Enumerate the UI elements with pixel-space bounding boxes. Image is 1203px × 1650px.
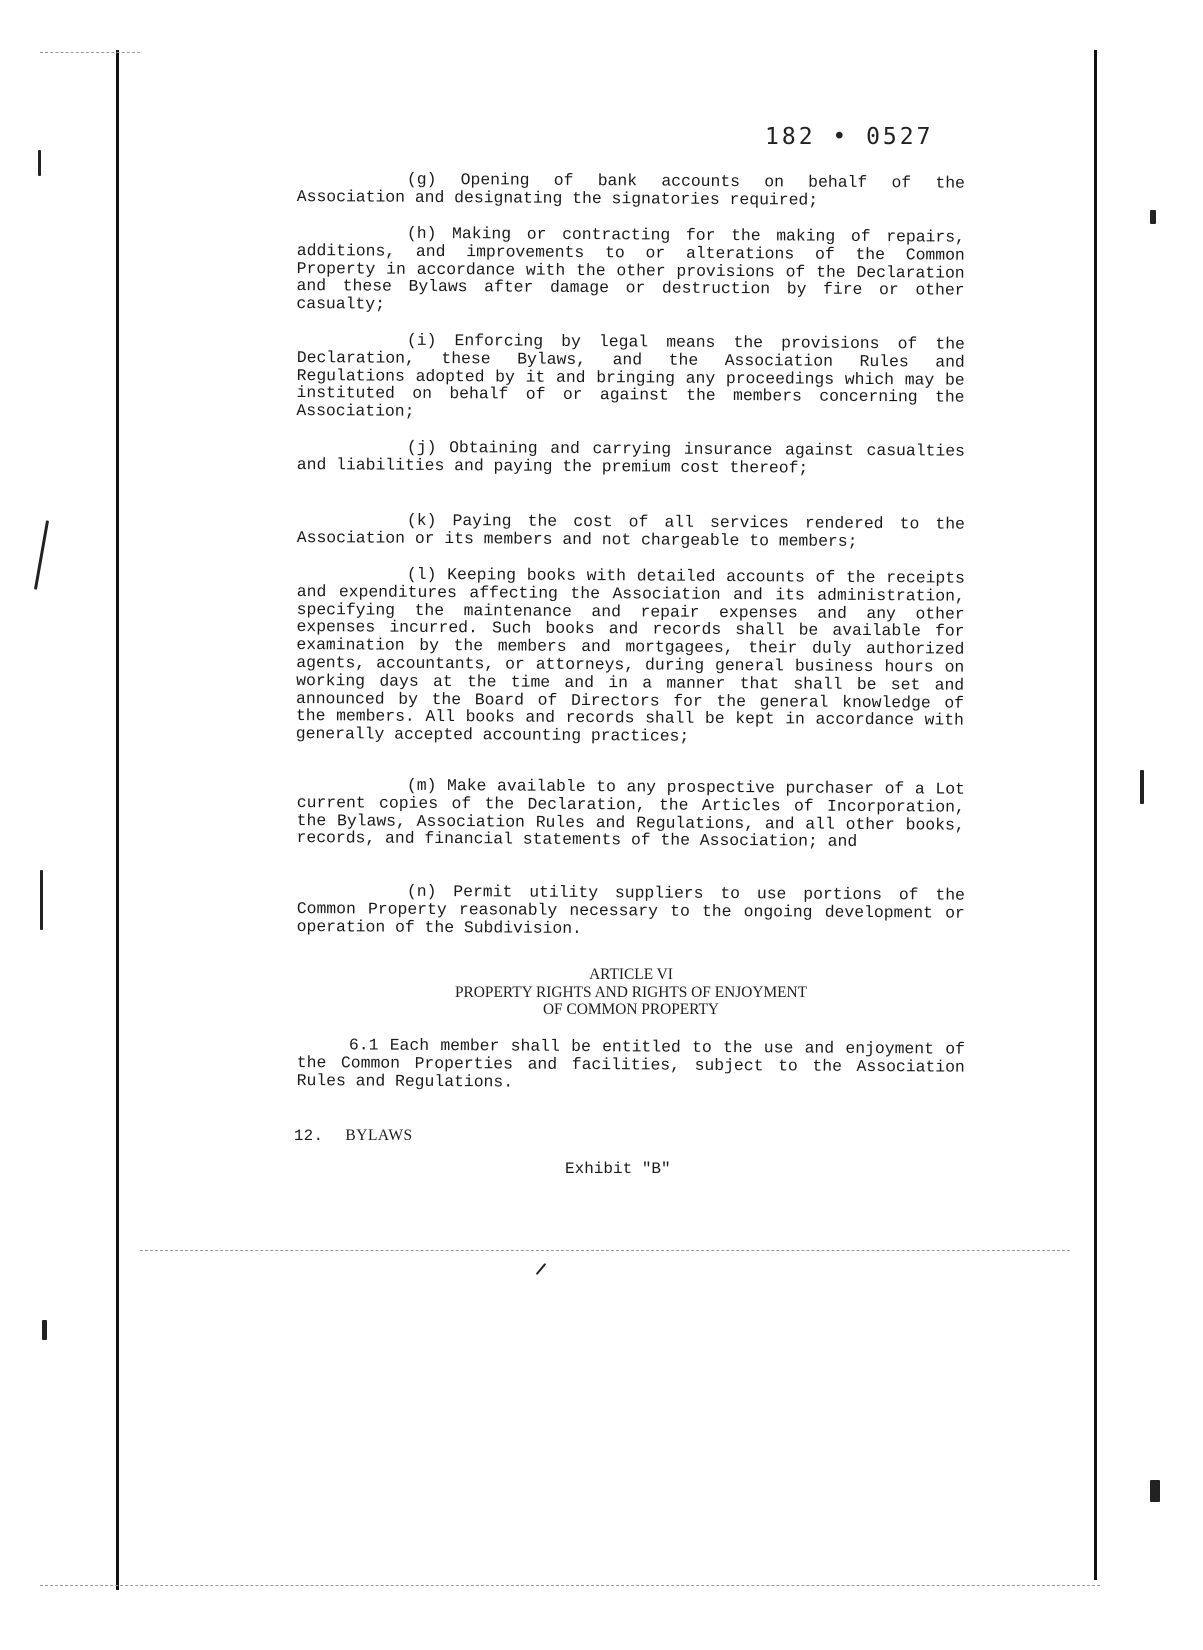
- paragraph-h: [296, 224, 965, 318]
- scan-speck: [40, 870, 43, 930]
- paragraph-m-lead: (m) Make: [406, 775, 487, 796]
- page-number: 182 • 0527: [765, 124, 934, 150]
- paragraph-k-text: the cost of all services rendered to the Association or its members and not chargeable to members;: [296, 511, 965, 551]
- paragraph-m: [297, 776, 965, 852]
- paragraph-i-lead: (i) Enforcing: [406, 330, 544, 351]
- paragraph-h-lead: (h) Making: [406, 223, 512, 244]
- section-6-1-lead: 6.1 Each: [348, 1035, 430, 1055]
- paragraph-n-lead: (n) Permit: [406, 881, 513, 902]
- scan-speck: [1150, 1480, 1160, 1502]
- paragraph-k: [297, 511, 965, 551]
- paragraph-j-lead: (j) Obtaining: [406, 437, 538, 458]
- paragraph-n: [297, 882, 965, 940]
- paragraph-l: [296, 565, 965, 748]
- paragraph-n-text: utility suppliers to use portions of the Common Property reasonably necessary to the ongoing development or operation of the Subdivision.: [296, 882, 965, 938]
- article-title-line-2: OF COMMON PROPERTY: [542, 1001, 720, 1018]
- scan-speck: [34, 520, 49, 589]
- left-border-line: [116, 50, 119, 1590]
- section-6-1: [297, 1036, 965, 1094]
- top-border-line: [40, 52, 140, 53]
- scan-speck: [1150, 210, 1156, 224]
- paragraph-l-text: books with detailed accounts of the receipts and expenditures affecting the Association and its administration, specifying the maintenance and repair expenses and any other expenses incurred. Such books and records shall be available for examination by the members and mortgagees, their duly authorized agents, accountants, or attorneys, during general business hours on working days at the time and in a manner that shall be set and announced by the Board of Directors for the general knowledge of the members. All books and records shall be kept in accordance with generally accepted accounting practices;: [295, 565, 965, 746]
- section-6-1-text: member shall be entitled to the use and enjoyment of the Common Properties and facilities, subject to the Association Rules and Regulations.: [296, 1036, 965, 1092]
- paragraph-g-lead: (g) Opening: [406, 169, 530, 190]
- paragraph-j-text: and carrying insurance against casualties and liabilities and paying the premium cost thereof;: [296, 438, 965, 478]
- scan-speck: [38, 150, 41, 176]
- article-title-line-1: PROPERTY RIGHTS AND RIGHTS OF ENJOYMENT: [454, 983, 808, 1001]
- scan-speck: [42, 1320, 47, 1340]
- paragraph-h-text: or contracting for the making of repairs, additions, and improvements to or alterations of the Common Property in accordance with the other provisions of the Declaration and these Bylaws after damage or destruction by fire or other casualty;: [296, 224, 965, 314]
- scan-speck: [1140, 770, 1144, 804]
- paragraph-g-text: of bank accounts on behalf of the Association and designating the signatories required;: [296, 170, 965, 210]
- article-number: ARTICLE VI: [589, 966, 673, 983]
- right-border-line: [1094, 50, 1097, 1580]
- footer-exhibit: Exhibit "B": [565, 1160, 671, 1178]
- bottom-border-line: [40, 1585, 1100, 1586]
- footer-page-number: 12.: [294, 1127, 324, 1145]
- paragraph-i-text: by legal means the provisions of the Declaration, these Bylaws, and the Association Rules and Regulations adopted by it and bringing any proceedings which may be instituted on behalf of or against the members concerning the Association;: [296, 331, 965, 422]
- scan-speck: [536, 1263, 547, 1275]
- paragraph-k-lead: (k) Paying: [406, 510, 512, 531]
- footer-doc-name: BYLAWS: [345, 1127, 413, 1144]
- footer-page-label: [294, 1127, 413, 1145]
- paragraph-i: [296, 331, 965, 425]
- paragraph-g: [297, 170, 965, 210]
- paragraph-l-lead: (l) Keeping: [406, 564, 517, 585]
- bottom-scan-line: [140, 1250, 1070, 1251]
- article-heading: [297, 966, 965, 1019]
- paragraph-m-text: available to any prospective purchaser of a Lot current copies of the Declaration, the Articles of Incorporation, the Bylaws, Association Rules and Regulations, and all other books, records, and financial statements of the Association; and: [296, 776, 965, 852]
- paragraph-j: [297, 438, 965, 478]
